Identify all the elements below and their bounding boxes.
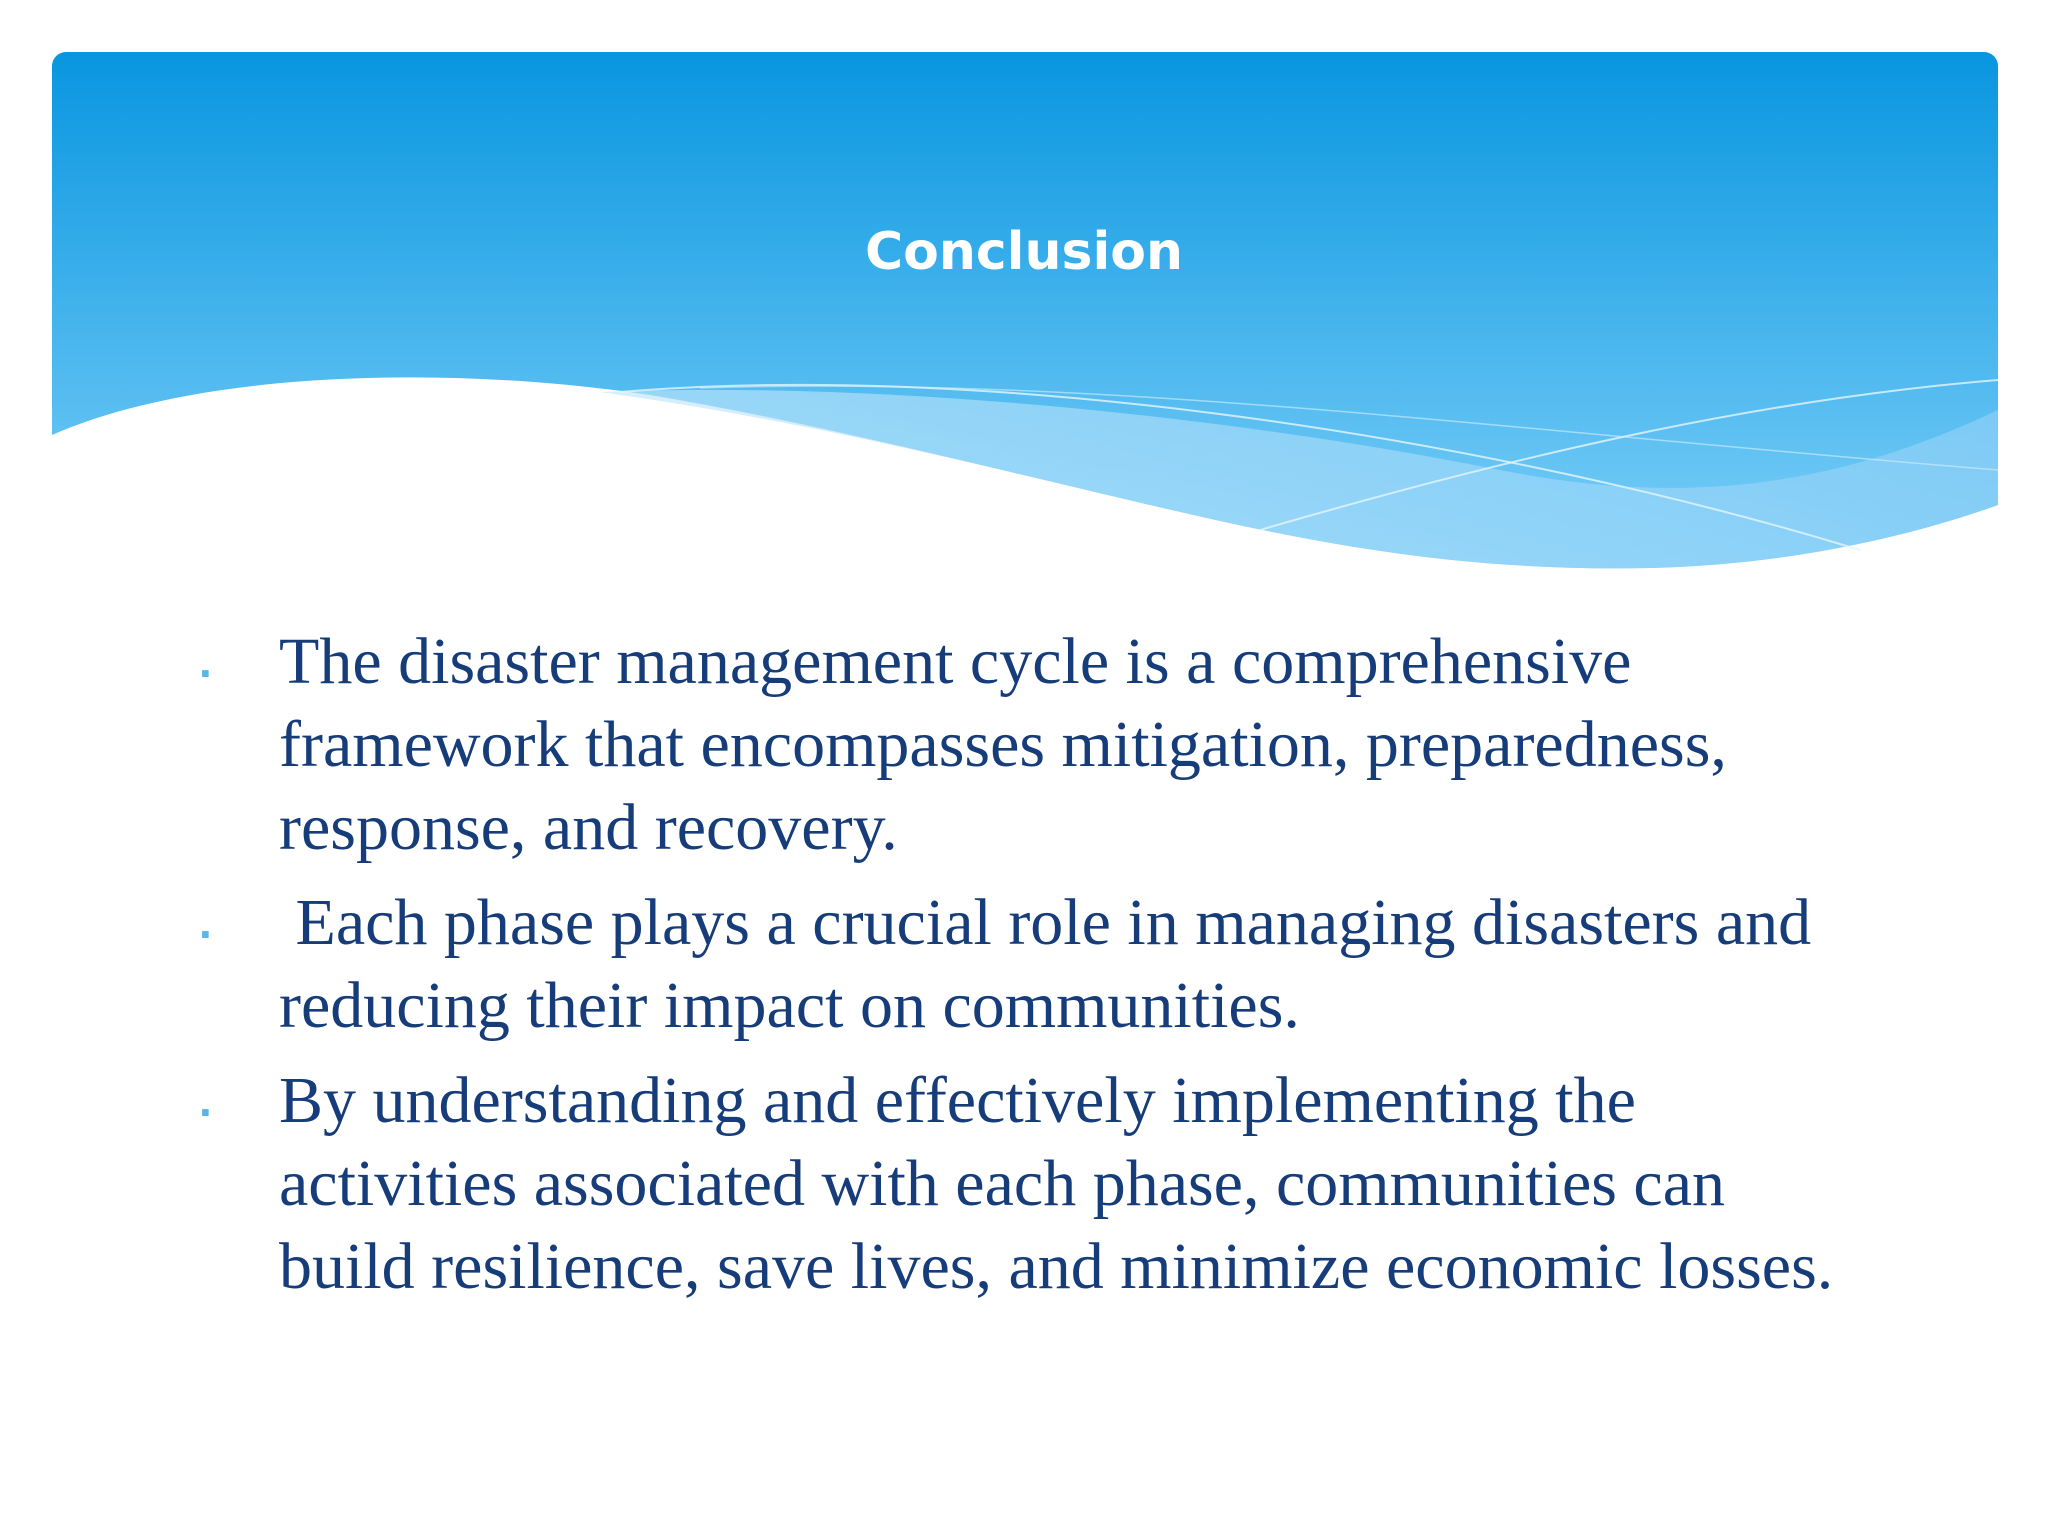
- bullet-list: [195, 620, 1835, 1320]
- bullet-text: The disaster management cycle is a comprehensive framework that encompasses mitigation, preparedness, response, and recovery.: [279, 625, 1727, 864]
- slide-title: Conclusion: [864, 222, 1184, 282]
- bullet-marker: .: [199, 896, 212, 948]
- bullet-item: [195, 1059, 1835, 1308]
- bullet-text: By understanding and effectively implementing the activities associated with each phase, communities can build resilience, save lives, and minimize economic losses.: [279, 1064, 1834, 1303]
- bullet-text: Each phase plays a crucial role in managing disasters and reducing their impact on communities.: [279, 886, 1828, 1042]
- bullet-item: [195, 620, 1835, 869]
- header-wave-background: [0, 0, 2048, 600]
- bullet-marker: .: [199, 635, 212, 687]
- bullet-marker: .: [199, 1074, 212, 1126]
- bullet-item: [195, 881, 1835, 1047]
